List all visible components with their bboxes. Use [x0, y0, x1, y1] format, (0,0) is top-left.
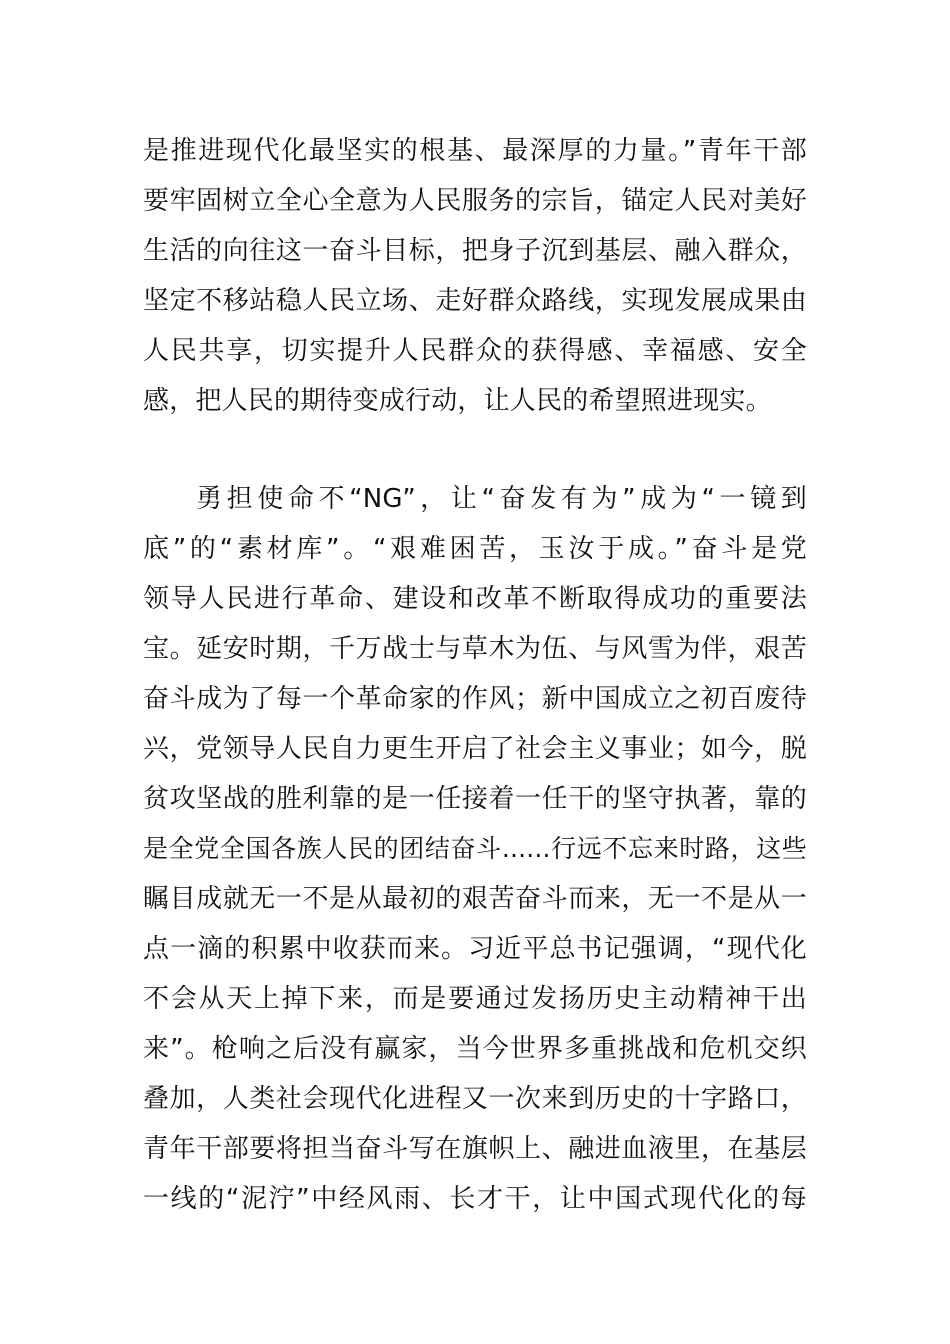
- text-line: 一线的“泥泞”中经风雨、长才干，让中国式现代化的每: [143, 1184, 807, 1214]
- text-line: 青年干部要将担当奋斗写在旗帜上、融进血液里，在基层: [143, 1134, 807, 1164]
- text-line: 坚定不移站稳人民立场、走好群众路线，实现发展成果由: [143, 286, 807, 316]
- text-line: 宝。延安时期，千万战士与草木为伍、与风雪为伴，艰苦: [143, 634, 807, 664]
- text-line: 是推进现代化最坚实的根基、最深厚的力量。”青年干部: [143, 136, 807, 166]
- text-line: 瞩目成就无一不是从最初的艰苦奋斗而来，无一不是从一: [143, 884, 807, 914]
- text-line: 叠加，人类社会现代化进程又一次来到历史的十字路口，: [143, 1084, 807, 1114]
- text-line: 兴，党领导人民自力更生开启了社会主义事业；如今，脱: [143, 734, 807, 764]
- text-line: 是全党全国各族人民的团结奋斗......行远不忘来时路，这些: [143, 834, 807, 863]
- text-line: 不会从天上掉下来，而是要通过发扬历史主动精神干出: [143, 984, 807, 1014]
- text-line: 勇担使命不“NG”，让“奋发有为”成为“一镜到: [196, 484, 807, 514]
- text-line: 人民共享，切实提升人民群众的获得感、幸福感、安全: [143, 336, 807, 366]
- text-line: 贫攻坚战的胜利靠的是一任接着一任干的坚守执著，靠的: [143, 784, 807, 814]
- text-line: 领导人民进行革命、建设和改革不断取得成功的重要法: [143, 584, 807, 614]
- text-line: 底”的“素材库”。“艰难困苦，玉汝于成。”奋斗是党: [143, 534, 807, 564]
- text-line: 要牢固树立全心全意为人民服务的宗旨，锚定人民对美好: [143, 186, 807, 216]
- text-line: 感，把人民的期待变成行动，让人民的希望照进现实。: [143, 386, 772, 416]
- text-line: 来”。枪响之后没有赢家，当今世界多重挑战和危机交织: [143, 1034, 807, 1064]
- text-line: 点一滴的积累中收获而来。习近平总书记强调，“现代化: [143, 934, 807, 964]
- text-line: 生活的向往这一奋斗目标，把身子沉到基层、融入群众，: [143, 236, 807, 266]
- text-line: 奋斗成为了每一个革命家的作风；新中国成立之初百废待: [143, 684, 807, 714]
